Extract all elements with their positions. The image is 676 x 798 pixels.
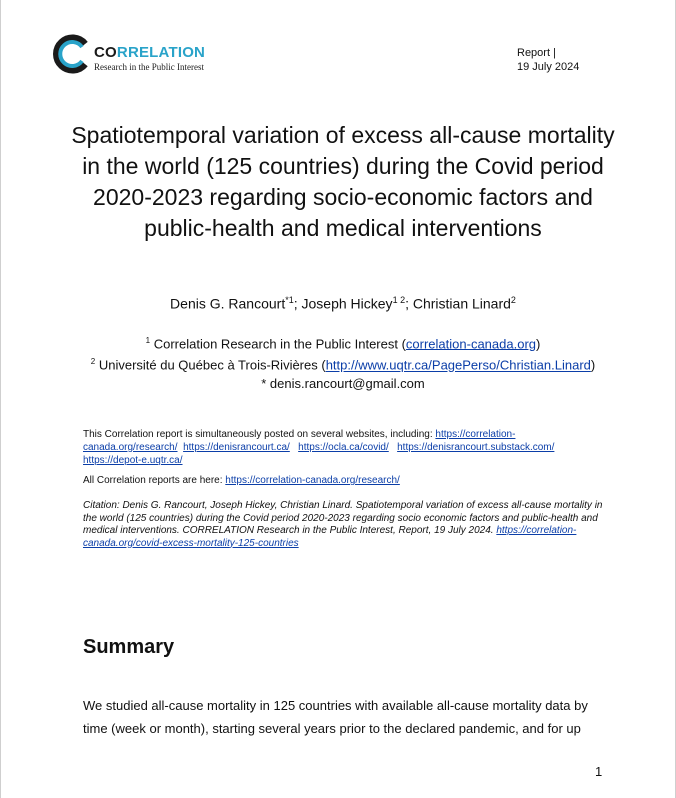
page-number: 1 [595,764,603,779]
author-name: Joseph Hickey [301,295,393,312]
affiliation-1 [40,332,646,353]
affiliation-suffix: ) [590,357,596,373]
affiliation-suffix: ) [536,336,541,352]
author-superscript: 1 2 [392,295,406,305]
author-name: Christian Linard [412,295,511,312]
posting-link[interactable]: https://denisrancourt.ca/ [183,442,290,453]
posting-note [83,428,603,467]
posting-link[interactable]: https://depot-e.uqtr.ca/ [83,455,183,466]
logo-name-rest: RRELATION [116,44,206,61]
report-type: Report | [517,47,556,59]
citation-text: Citation: Denis G. Rancourt, Joseph Hickey, Christian Linard. Spatiotemporal variation of excess all-cause mortality in the world (125 countries) during the Covid period 2020-2023 regarding socio economic factors and public-health and medical interventions. CORRELATION Research in the Public Interest, Report, 19 July 2024. [83,500,603,536]
affiliation-2 [40,353,646,374]
correlation-logo [52,34,212,76]
affiliation-superscript: 1 [145,336,151,345]
citation [83,500,603,550]
logo-tagline: Research in the Public Interest [94,62,204,72]
author-list: Denis G. Rancourt$^{*1}$; Joseph Hickey$^{1 2}$; Christian Linard$^2$ [170,295,516,312]
report-meta [517,46,579,74]
all-reports-link[interactable]: https://correlation-canada.org/research/ [225,475,400,486]
affiliation-text: Correlation Research in the Public Interest ( [153,336,406,352]
author-name: Denis G. Rancourt [170,295,286,312]
affiliations [40,332,646,393]
correlation-logo-icon [52,34,92,74]
affiliation-link[interactable]: correlation-canada.org [405,336,536,352]
all-reports-note [83,474,603,487]
posting-link[interactable]: https://ocla.ca/covid/ [298,442,389,453]
citation-link[interactable]: https://correlation-canada.org/covid-excess-mortality-125-countries [83,525,577,549]
report-date: 19 July 2024 [517,61,580,73]
summary-heading: Summary [83,636,175,658]
posting-link[interactable]: https://correlation-canada.org/research/ [83,429,516,453]
author-superscript: *1 [285,295,294,305]
posting-intro: This Correlation report is simultaneously posted on several websites, including: [83,429,436,440]
document-title: Spatiotemporal variation of excess all-cause mortality in the world (125 countries) during the Covid period 2020-2023 regarding socio-economic factors and public-health and medical interventions [71,122,615,241]
affiliation-link[interactable]: http://www.uqtr.ca/PagePerso/Christian.Linard [325,357,591,373]
summary-text: We studied all-cause mortality in 125 countries with available all-cause mortality data by time (week or month), starting several years prior to the declared pandemic, and for up [83,698,588,736]
affiliation-superscript: 2 [90,357,96,367]
corresponding-email: * denis.rancourt@gmail.com [261,375,425,391]
logo-name [94,44,205,61]
affiliation-text: Université du Québec à Trois-Rivières ( [98,357,326,373]
page-border-left [0,0,1,798]
author-superscript: 2 [510,295,516,305]
posting-link[interactable]: https://denisrancourt.substack.com/ [397,442,555,453]
all-reports-text: All Correlation reports are here: [83,475,226,486]
logo-name-prefix: CO [94,44,117,61]
